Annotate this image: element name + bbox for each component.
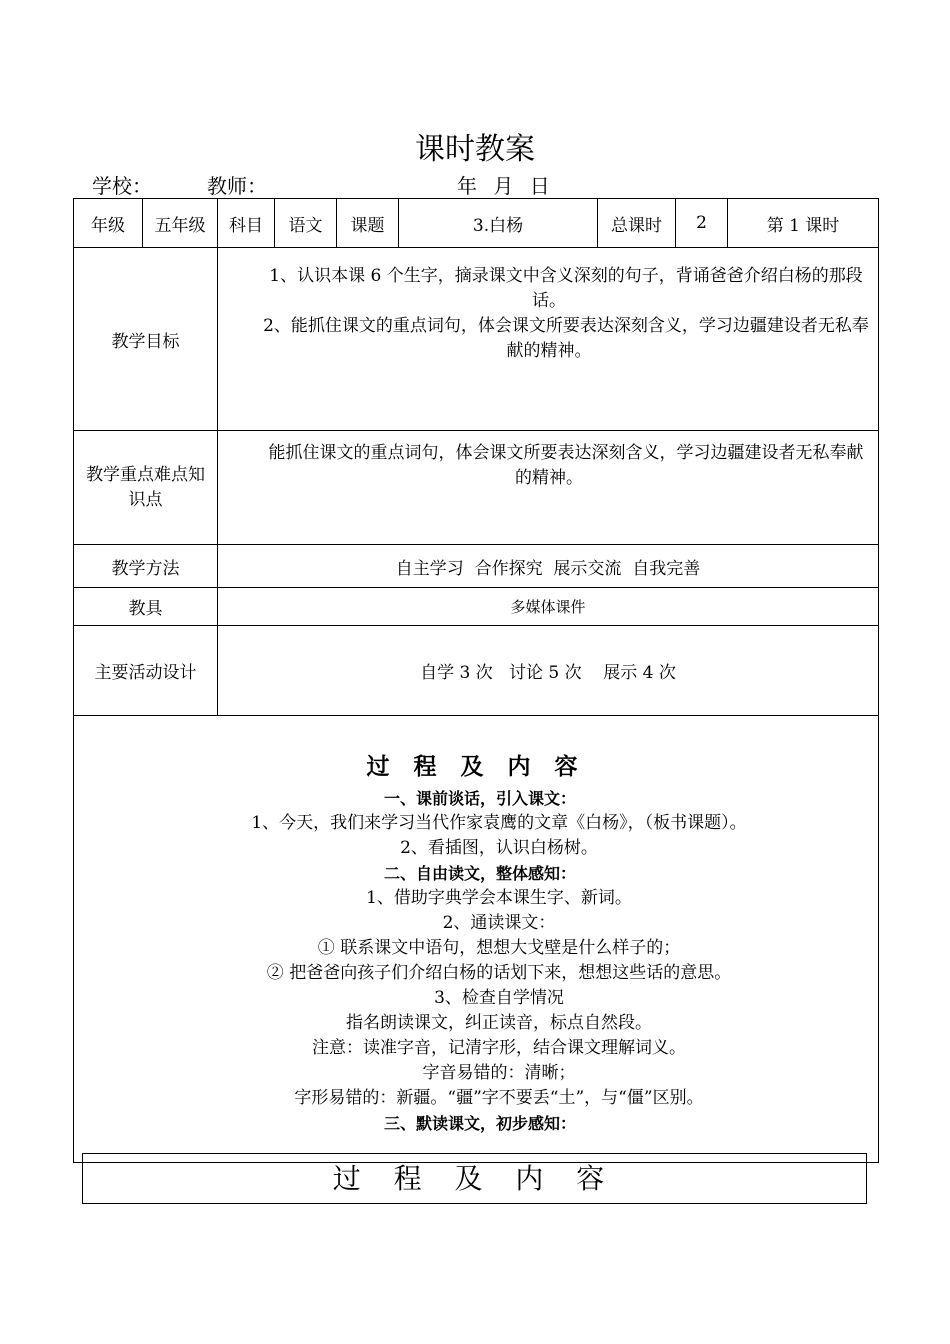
school-label: 学校： [92,174,152,198]
tools-label: 教具 [74,588,218,626]
method-row [74,545,879,588]
list-item: 字形易错的：新疆。“疆”字不要丢“土”，与“僵”区别。 [294,1088,704,1108]
list-item: ② 把爸爸向孩子们介绍白杨的话划下来，想想这些话的意思。 [266,963,732,983]
list-item: 2、看插图，认识白杨树。 [400,838,598,858]
topic-value: 3.白杨 [399,199,598,248]
section-heading: 一、课前谈话，引入课文： [383,789,576,808]
key-points-label: 教学重点难点知识点 [74,431,218,545]
goals-row [74,248,879,431]
list-item: 1、今天，我们来学习当代作家袁鹰的文章《白杨》，（板书课题）。 [251,813,747,833]
process-body [74,784,878,1136]
process-footer-box: 过 程 及 内 容 [82,1153,867,1204]
list-item: 3、检查自学情况 [434,988,564,1008]
activity-label: 主要活动设计 [74,626,218,716]
goals-label: 教学目标 [74,248,218,431]
list-item: 注意：读准字音，记清字形，结合课文理解词义。 [312,1038,686,1058]
header-line [92,173,872,199]
lesson-plan-table [73,198,879,1163]
key-points-content [218,431,879,545]
list-item: 2、通读课文： [442,913,556,933]
process-title: 过 程 及 内 容 [366,754,586,780]
topic-label: 课题 [337,199,399,248]
section-heading: 三、默读课文，初步感知： [383,1114,576,1133]
key-points-text: 能抓住课文的重点词句，体会课文所要表达深刻含义，学习边疆建设者无私奉献的精神。 [268,443,864,488]
info-row [74,199,879,248]
method-label: 教学方法 [74,545,218,588]
goals-content [218,248,879,431]
total-periods-value: 2 [676,199,728,248]
page-title: 课时教案 [415,132,535,167]
key-points-row [74,431,879,545]
process-row [74,716,879,1163]
subject-label: 科目 [218,199,275,248]
goal-item: 2、能抓住课文的重点词句，体会课文所要表达深刻含义，学习边疆建设者无私奉献的精神。 [263,316,869,361]
grade-label: 年级 [74,199,143,248]
activity-content: 自学 3 次 讨论 5 次 展示 4 次 [218,626,879,716]
grade-value: 五年级 [143,199,218,248]
tools-row [74,588,879,626]
list-item: 字音易错的：清晰； [422,1063,576,1083]
list-item: 指名朗读课文，纠正读音，标点自然段。 [346,1013,652,1033]
period-number: 第 1 课时 [728,199,879,248]
list-item: ① 联系课文中语句，想想大戈壁是什么样子的； [317,938,681,958]
list-item: 1、借助字典学会本课生字、新词。 [366,888,632,908]
activity-row [74,626,879,716]
method-content: 自主学习 合作探究 展示交流 自我完善 [218,545,879,588]
teacher-label: 教师： [207,174,267,198]
total-periods-label: 总课时 [598,199,676,248]
section-heading: 二、自由读文，整体感知： [383,864,576,883]
process-content [74,716,879,1163]
date-label: 年 月 日 [457,174,550,198]
goal-item: 1、认识本课 6 个生字，摘录课文中含义深刻的句子，背诵爸爸介绍白杨的那段话。 [269,266,863,311]
subject-value: 语文 [275,199,337,248]
tools-content: 多媒体课件 [218,588,879,626]
